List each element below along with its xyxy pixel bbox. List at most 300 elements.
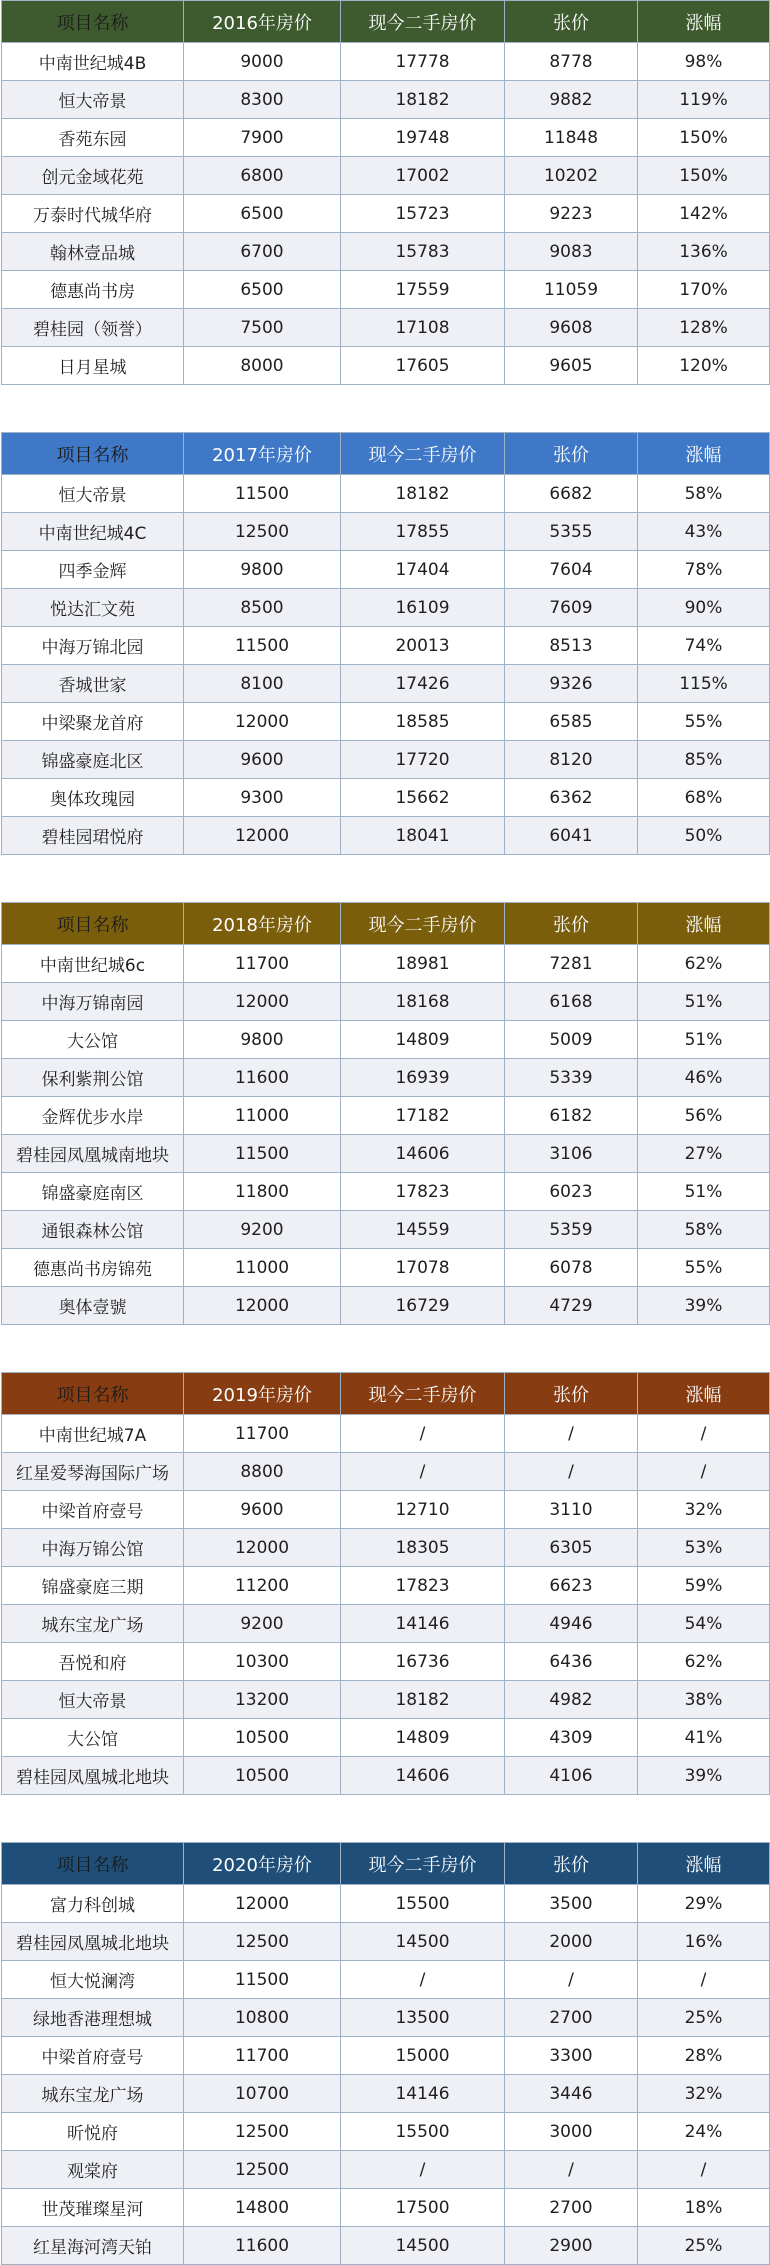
cell-project-name: 碧桂园凤凰城南地块 [2,1135,184,1173]
price-table [1,0,770,385]
cell-growth-rate: 28% [638,2037,770,2075]
cell-project-name: 金辉优步水岸 [2,1097,184,1135]
header-increase: 张价 [505,433,638,475]
cell-increase: / [505,1415,638,1453]
cell-project-name: 德惠尚书房锦苑 [2,1249,184,1287]
cell-original-price: 8000 [184,347,341,385]
cell-growth-rate: 51% [638,1173,770,1211]
price-table [1,1842,770,2265]
cell-increase: 10202 [505,157,638,195]
header-year-price: 2018年房价 [184,903,341,945]
cell-project-name: 恒大帝景 [2,475,184,513]
cell-original-price: 14800 [184,2189,341,2227]
cell-growth-rate: 128% [638,309,770,347]
cell-growth-rate: 18% [638,2189,770,2227]
cell-increase: 6078 [505,1249,638,1287]
table-row [2,589,770,627]
cell-project-name: 奥体壹號 [2,1287,184,1325]
cell-project-name: 德惠尚书房 [2,271,184,309]
cell-growth-rate: 39% [638,1287,770,1325]
table-row [2,1415,770,1453]
cell-project-name: 中南世纪城4B [2,43,184,81]
cell-current-price: 18182 [341,81,505,119]
cell-current-price: 17078 [341,1249,505,1287]
table-row [2,119,770,157]
cell-increase: 9882 [505,81,638,119]
table-row [2,347,770,385]
table-row [2,271,770,309]
table-row [2,1021,770,1059]
cell-current-price: 15723 [341,195,505,233]
cell-project-name: 恒大帝景 [2,81,184,119]
table-row [2,157,770,195]
cell-project-name: 红星海河湾天铂 [2,2227,184,2265]
cell-current-price: 17605 [341,347,505,385]
table-row [2,2075,770,2113]
cell-project-name: 锦盛豪庭北区 [2,741,184,779]
cell-growth-rate: 90% [638,589,770,627]
header-current-price: 现今二手房价 [341,1373,505,1415]
cell-current-price: 18305 [341,1529,505,1567]
table-row [2,1961,770,1999]
cell-growth-rate: 55% [638,703,770,741]
table-row [2,1643,770,1681]
cell-growth-rate: 32% [638,1491,770,1529]
cell-original-price: 11700 [184,1415,341,1453]
cell-original-price: 11700 [184,2037,341,2075]
cell-increase: 6362 [505,779,638,817]
cell-increase: 11059 [505,271,638,309]
cell-increase: 11848 [505,119,638,157]
table-row [2,817,770,855]
price-table [1,432,770,855]
cell-current-price: 20013 [341,627,505,665]
price-table [1,902,770,1325]
cell-growth-rate: 50% [638,817,770,855]
cell-project-name: 红星爱琴海国际广场 [2,1453,184,1491]
cell-project-name: 恒大帝景 [2,1681,184,1719]
cell-original-price: 8800 [184,1453,341,1491]
cell-original-price: 10500 [184,1719,341,1757]
cell-current-price: 18182 [341,1681,505,1719]
cell-original-price: 11500 [184,1961,341,1999]
cell-project-name: 绿地香港理想城 [2,1999,184,2037]
cell-current-price: 15000 [341,2037,505,2075]
cell-increase: 5009 [505,1021,638,1059]
cell-project-name: 万泰时代城华府 [2,195,184,233]
cell-growth-rate: / [638,1453,770,1491]
cell-growth-rate: 54% [638,1605,770,1643]
cell-current-price: 17855 [341,513,505,551]
cell-increase: 9083 [505,233,638,271]
cell-project-name: 中南世纪城6c [2,945,184,983]
header-increase: 张价 [505,1843,638,1885]
table-header-row [2,1373,770,1415]
cell-original-price: 10700 [184,2075,341,2113]
cell-project-name: 城东宝龙广场 [2,2075,184,2113]
cell-growth-rate: 32% [638,2075,770,2113]
cell-original-price: 6500 [184,271,341,309]
table-row [2,1491,770,1529]
cell-current-price: 14146 [341,1605,505,1643]
cell-growth-rate: 58% [638,1211,770,1249]
price-table-section [0,1372,770,1795]
cell-original-price: 10300 [184,1643,341,1681]
cell-project-name: 奥体玫瑰园 [2,779,184,817]
cell-growth-rate: 24% [638,2113,770,2151]
cell-increase: 5339 [505,1059,638,1097]
table-row [2,703,770,741]
cell-current-price: 18981 [341,945,505,983]
cell-current-price: 19748 [341,119,505,157]
cell-original-price: 6500 [184,195,341,233]
cell-original-price: 12500 [184,1923,341,1961]
header-year-price: 2016年房价 [184,1,341,43]
cell-growth-rate: 27% [638,1135,770,1173]
header-increase: 张价 [505,1373,638,1415]
cell-current-price: 17823 [341,1173,505,1211]
cell-increase: / [505,1961,638,1999]
cell-increase: 3500 [505,1885,638,1923]
table-row [2,43,770,81]
cell-project-name: 吾悦和府 [2,1643,184,1681]
cell-growth-rate: 25% [638,1999,770,2037]
cell-project-name: 中海万锦南园 [2,983,184,1021]
table-row [2,2037,770,2075]
cell-growth-rate: 25% [638,2227,770,2265]
cell-increase: 6436 [505,1643,638,1681]
table-row [2,1097,770,1135]
cell-original-price: 10500 [184,1757,341,1795]
cell-increase: / [505,1453,638,1491]
cell-growth-rate: 39% [638,1757,770,1795]
cell-increase: 3110 [505,1491,638,1529]
cell-project-name: 大公馆 [2,1021,184,1059]
table-row [2,1249,770,1287]
cell-original-price: 6800 [184,157,341,195]
table-row [2,513,770,551]
cell-current-price: 17720 [341,741,505,779]
cell-increase: 8513 [505,627,638,665]
cell-current-price: 14809 [341,1021,505,1059]
cell-current-price: 15662 [341,779,505,817]
cell-increase: 2700 [505,2189,638,2227]
cell-growth-rate: / [638,2151,770,2189]
cell-current-price: 17778 [341,43,505,81]
cell-project-name: 悦达汇文苑 [2,589,184,627]
table-row [2,1605,770,1643]
cell-original-price: 8300 [184,81,341,119]
cell-growth-rate: 142% [638,195,770,233]
cell-growth-rate: 38% [638,1681,770,1719]
cell-project-name: 锦盛豪庭南区 [2,1173,184,1211]
header-project-name: 项目名称 [2,1,184,43]
price-table-section [0,0,770,385]
cell-project-name: 中梁聚龙首府 [2,703,184,741]
price-table-section [0,432,770,855]
table-row [2,1453,770,1491]
cell-current-price: 18168 [341,983,505,1021]
cell-growth-rate: 115% [638,665,770,703]
cell-original-price: 8500 [184,589,341,627]
cell-current-price: 17404 [341,551,505,589]
cell-current-price: / [341,1415,505,1453]
cell-current-price: 16736 [341,1643,505,1681]
cell-current-price: 12710 [341,1491,505,1529]
cell-original-price: 6700 [184,233,341,271]
table-row [2,1567,770,1605]
table-row [2,1173,770,1211]
cell-original-price: 11600 [184,2227,341,2265]
header-current-price: 现今二手房价 [341,1,505,43]
cell-increase: 6182 [505,1097,638,1135]
cell-current-price: 16109 [341,589,505,627]
cell-growth-rate: 150% [638,157,770,195]
cell-growth-rate: 62% [638,945,770,983]
table-row [2,983,770,1021]
cell-project-name: 城东宝龙广场 [2,1605,184,1643]
cell-current-price: 15500 [341,1885,505,1923]
header-project-name: 项目名称 [2,433,184,475]
table-row [2,2113,770,2151]
header-increase: 张价 [505,1,638,43]
cell-increase: 9326 [505,665,638,703]
cell-current-price: / [341,2151,505,2189]
price-table-section [0,1842,770,2265]
cell-original-price: 11000 [184,1249,341,1287]
cell-original-price: 12000 [184,1529,341,1567]
cell-current-price: 15500 [341,2113,505,2151]
cell-original-price: 12500 [184,2151,341,2189]
cell-increase: 2000 [505,1923,638,1961]
cell-project-name: 锦盛豪庭三期 [2,1567,184,1605]
cell-increase: 2700 [505,1999,638,2037]
cell-original-price: 11500 [184,627,341,665]
cell-project-name: 碧桂园（领誉） [2,309,184,347]
cell-original-price: 9200 [184,1211,341,1249]
cell-growth-rate: 85% [638,741,770,779]
cell-increase: 4106 [505,1757,638,1795]
cell-project-name: 大公馆 [2,1719,184,1757]
table-row [2,1757,770,1795]
table-row [2,2227,770,2265]
cell-increase: 4946 [505,1605,638,1643]
cell-current-price: 14606 [341,1135,505,1173]
cell-original-price: 7900 [184,119,341,157]
table-header-row [2,433,770,475]
cell-project-name: 中梁首府壹号 [2,1491,184,1529]
cell-increase: / [505,2151,638,2189]
table-row [2,1923,770,1961]
header-growth-rate: 涨幅 [638,903,770,945]
cell-original-price: 9200 [184,1605,341,1643]
table-row [2,1681,770,1719]
cell-growth-rate: 41% [638,1719,770,1757]
cell-growth-rate: 62% [638,1643,770,1681]
cell-current-price: 13500 [341,1999,505,2037]
cell-original-price: 11600 [184,1059,341,1097]
table-row [2,309,770,347]
table-row [2,1529,770,1567]
cell-growth-rate: 53% [638,1529,770,1567]
cell-project-name: 富力科创城 [2,1885,184,1923]
cell-current-price: 17002 [341,157,505,195]
cell-growth-rate: 68% [638,779,770,817]
cell-current-price: 14606 [341,1757,505,1795]
cell-project-name: 通银森林公馆 [2,1211,184,1249]
cell-original-price: 9800 [184,551,341,589]
cell-increase: 2900 [505,2227,638,2265]
header-growth-rate: 涨幅 [638,1843,770,1885]
cell-project-name: 日月星城 [2,347,184,385]
cell-current-price: 14500 [341,1923,505,1961]
table-row [2,665,770,703]
header-project-name: 项目名称 [2,1843,184,1885]
cell-growth-rate: 59% [638,1567,770,1605]
cell-increase: 5359 [505,1211,638,1249]
cell-project-name: 观棠府 [2,2151,184,2189]
header-growth-rate: 涨幅 [638,1,770,43]
cell-project-name: 中海万锦北园 [2,627,184,665]
cell-original-price: 12000 [184,1885,341,1923]
table-row [2,195,770,233]
cell-growth-rate: 55% [638,1249,770,1287]
cell-increase: 9223 [505,195,638,233]
cell-project-name: 恒大悦澜湾 [2,1961,184,1999]
table-row [2,945,770,983]
cell-original-price: 8100 [184,665,341,703]
cell-project-name: 碧桂园凤凰城北地块 [2,1923,184,1961]
cell-increase: 7281 [505,945,638,983]
cell-increase: 4982 [505,1681,638,1719]
table-row [2,2189,770,2227]
cell-increase: 3106 [505,1135,638,1173]
cell-original-price: 11500 [184,1135,341,1173]
cell-growth-rate: 51% [638,983,770,1021]
cell-increase: 6168 [505,983,638,1021]
cell-original-price: 11000 [184,1097,341,1135]
table-row [2,1211,770,1249]
table-row [2,2151,770,2189]
cell-current-price: 14146 [341,2075,505,2113]
cell-current-price: 17823 [341,1567,505,1605]
cell-increase: 3300 [505,2037,638,2075]
cell-original-price: 11200 [184,1567,341,1605]
cell-increase: 6585 [505,703,638,741]
cell-original-price: 9600 [184,1491,341,1529]
cell-current-price: 17500 [341,2189,505,2227]
cell-current-price: 16729 [341,1287,505,1325]
cell-project-name: 翰林壹品城 [2,233,184,271]
table-row [2,81,770,119]
table-row [2,233,770,271]
cell-increase: 8778 [505,43,638,81]
cell-growth-rate: 43% [638,513,770,551]
cell-original-price: 13200 [184,1681,341,1719]
header-growth-rate: 涨幅 [638,433,770,475]
cell-current-price: / [341,1453,505,1491]
table-header-row [2,1843,770,1885]
table-row [2,1719,770,1757]
section-divider [0,385,770,432]
cell-original-price: 7500 [184,309,341,347]
table-row [2,475,770,513]
cell-increase: 6305 [505,1529,638,1567]
cell-growth-rate: 58% [638,475,770,513]
cell-original-price: 11700 [184,945,341,983]
cell-project-name: 世茂璀璨星河 [2,2189,184,2227]
cell-increase: 6682 [505,475,638,513]
cell-project-name: 昕悦府 [2,2113,184,2151]
cell-increase: 7604 [505,551,638,589]
cell-current-price: 18182 [341,475,505,513]
cell-project-name: 保利紫荆公馆 [2,1059,184,1097]
table-row [2,1059,770,1097]
cell-original-price: 11500 [184,475,341,513]
header-project-name: 项目名称 [2,1373,184,1415]
cell-increase: 7609 [505,589,638,627]
header-current-price: 现今二手房价 [341,433,505,475]
cell-original-price: 12500 [184,2113,341,2151]
table-row [2,1885,770,1923]
cell-original-price: 9300 [184,779,341,817]
cell-original-price: 9000 [184,43,341,81]
section-divider [0,855,770,902]
cell-current-price: 17108 [341,309,505,347]
cell-project-name: 中梁首府壹号 [2,2037,184,2075]
cell-original-price: 9800 [184,1021,341,1059]
table-row [2,1135,770,1173]
header-growth-rate: 涨幅 [638,1373,770,1415]
cell-project-name: 中海万锦公馆 [2,1529,184,1567]
cell-project-name: 中南世纪城4C [2,513,184,551]
cell-current-price: 17559 [341,271,505,309]
cell-current-price: 16939 [341,1059,505,1097]
cell-increase: 3446 [505,2075,638,2113]
cell-growth-rate: / [638,1961,770,1999]
cell-growth-rate: 74% [638,627,770,665]
cell-increase: 6623 [505,1567,638,1605]
cell-original-price: 11800 [184,1173,341,1211]
table-row [2,779,770,817]
cell-growth-rate: 120% [638,347,770,385]
header-current-price: 现今二手房价 [341,903,505,945]
cell-growth-rate: 46% [638,1059,770,1097]
price-table [1,1372,770,1795]
cell-original-price: 12000 [184,817,341,855]
cell-growth-rate: 51% [638,1021,770,1059]
cell-current-price: 17182 [341,1097,505,1135]
cell-current-price: 17426 [341,665,505,703]
cell-current-price: / [341,1961,505,1999]
header-increase: 张价 [505,903,638,945]
cell-current-price: 15783 [341,233,505,271]
table-row [2,741,770,779]
cell-current-price: 14559 [341,1211,505,1249]
cell-growth-rate: 98% [638,43,770,81]
cell-current-price: 14809 [341,1719,505,1757]
cell-project-name: 碧桂园凤凰城北地块 [2,1757,184,1795]
cell-current-price: 14500 [341,2227,505,2265]
cell-original-price: 9600 [184,741,341,779]
cell-original-price: 12000 [184,983,341,1021]
table-row [2,551,770,589]
header-year-price: 2019年房价 [184,1373,341,1415]
section-divider [0,1795,770,1842]
cell-increase: 4729 [505,1287,638,1325]
cell-original-price: 12000 [184,703,341,741]
cell-increase: 9608 [505,309,638,347]
